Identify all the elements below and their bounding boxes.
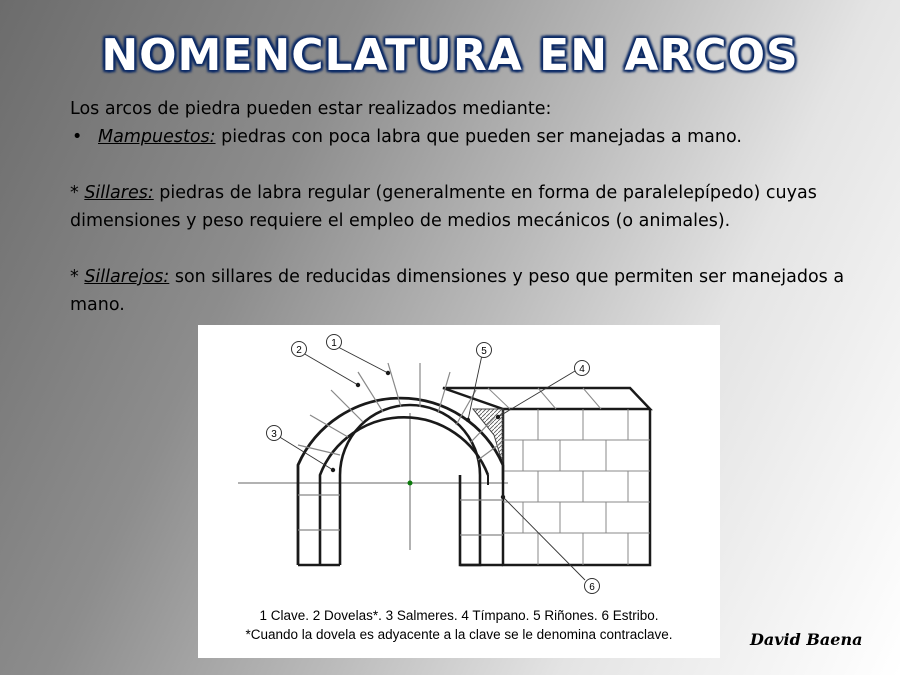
desc-mampuestos: piedras con poca labra que pueden ser manejadas a mano. (215, 127, 742, 147)
callout-6-label: 6 (589, 582, 595, 593)
figure-caption-legend: 1 Clave. 2 Dovelas*. 3 Salmeres. 4 Tímpano. 5 Riñones. 6 Estribo. (259, 608, 659, 623)
desc-sillares: piedras de labra regular (generalmente en forma de paralelepípedo) cuyas dimensiones y peso requiere el empleo de medios mecánicos (o animales). (70, 183, 817, 231)
term-sillares: Sillares: (84, 183, 154, 203)
term-mampuestos: Mampuestos: (98, 127, 216, 147)
intro-text: Los arcos de piedra pueden estar realizados mediante: (70, 99, 552, 119)
prefix-sillares: * (70, 183, 85, 203)
callout-circles (267, 335, 600, 594)
body-text (70, 95, 870, 319)
desc-sillarejos: son sillares de reducidas dimensiones y peso que permiten ser manejados a mano. (70, 267, 845, 315)
prefix-sillarejos: * (70, 267, 85, 287)
bullet-icon: • (72, 127, 83, 147)
callout-3-label: 3 (271, 429, 277, 440)
author-signature: David Baena (750, 630, 863, 649)
callout-2-label: 2 (296, 345, 302, 356)
arch-diagram (198, 325, 720, 658)
term-sillarejos: Sillarejos: (84, 267, 170, 287)
item-mampuestos (70, 123, 870, 151)
callout-1-label: 1 (331, 338, 337, 349)
item-sillares (70, 179, 870, 235)
figure-caption-note: *Cuando la dovela es adyacente a la clave se le denomina contraclave. (245, 627, 673, 642)
arch-center-point (408, 481, 413, 486)
slide-title: NOMENCLATURA EN ARCOS (101, 30, 799, 81)
callout-4-label: 4 (579, 364, 585, 375)
item-sillarejos (70, 263, 870, 319)
abutment-wall (443, 388, 650, 565)
callout-5-label: 5 (481, 346, 487, 357)
